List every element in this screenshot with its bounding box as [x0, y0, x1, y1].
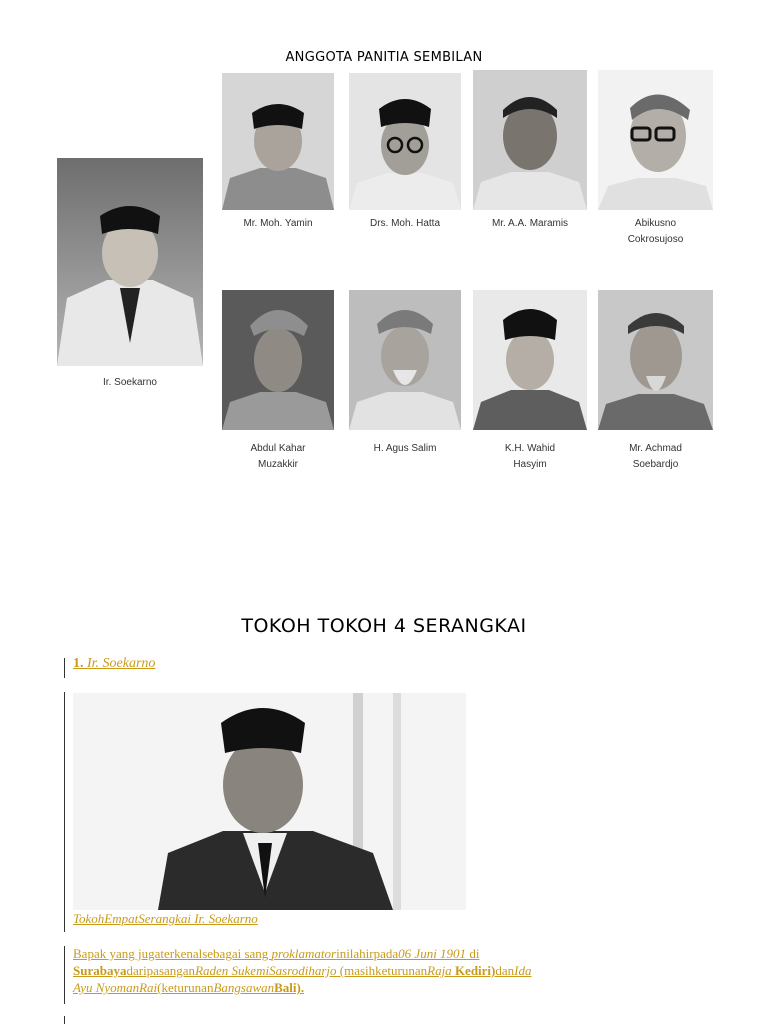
para-text: 06 Juni 1901	[398, 946, 467, 961]
portrait-soekarno	[57, 158, 203, 366]
paragraph-soekarno[interactable]	[73, 945, 673, 996]
para-text: Kediri)	[454, 963, 496, 978]
para-text: (keturunan	[157, 980, 214, 995]
photo-hatta	[349, 73, 461, 210]
portrait-soebardjo	[598, 290, 713, 430]
caption-abikusno-line1: Abikusno	[634, 218, 677, 229]
caption-muzakkir-line2: Muzakkir	[257, 459, 298, 470]
photo-caption-link[interactable]: TokohEmpatSerangkai Ir. Soekarno	[73, 911, 258, 926]
caption-maramis: Mr. A.A. Maramis	[491, 218, 569, 229]
photo-abikusno	[598, 70, 713, 210]
photo-yamin	[222, 73, 334, 210]
photo-soebardjo	[598, 290, 713, 430]
photo-agus-salim	[349, 290, 461, 430]
para-text: proklamator	[271, 946, 337, 961]
caption-muzakkir	[222, 441, 334, 473]
portrait-agus-salim	[349, 290, 461, 430]
section-heading-soekarno[interactable]	[73, 656, 155, 672]
para-text: Surabaya	[73, 963, 127, 978]
caption-soebardjo-line2: Soebardjo	[632, 459, 679, 470]
caption-soebardjo-line1: Mr. Achmad	[629, 443, 682, 454]
portrait-muzakkir	[222, 290, 334, 430]
portrait-abikusno	[598, 70, 713, 210]
caption-muzakkir-line1: Abdul Kahar	[250, 443, 306, 454]
para-text: SukemiSasrodiharjo	[231, 963, 337, 978]
para-text: Ayu NyomanRai	[73, 980, 158, 995]
portrait-maramis	[473, 70, 587, 210]
caption-yamin: Mr. Moh. Yamin	[243, 218, 313, 229]
margin-bar	[64, 1016, 65, 1024]
caption-hatta: Drs. Moh. Hatta	[369, 218, 441, 229]
caption-wahid-hasyim-line2: Hasyim	[513, 459, 547, 470]
section-heading-number: 1.	[73, 656, 84, 671]
para-text: di	[466, 946, 480, 961]
section-title: TOKOH TOKOH 4 SERANGKAI	[241, 615, 527, 637]
para-text: Ida	[514, 963, 532, 978]
para-text: Bapak yang jugaterkenalsebagai sang	[73, 946, 272, 961]
photo-wahid-hasyim	[473, 290, 587, 430]
portrait-yamin	[222, 73, 334, 210]
portrait-soekarno-large	[73, 693, 466, 910]
photo-soekarno	[57, 158, 203, 366]
page-title: ANGGOTA PANITIA SEMBILAN	[285, 50, 483, 65]
caption-abikusno	[598, 216, 713, 248]
margin-bar	[64, 946, 65, 1004]
caption-wahid-hasyim	[473, 441, 587, 473]
para-text: Raden	[195, 963, 229, 978]
photo-soekarno-large	[73, 693, 466, 910]
photo-maramis	[473, 70, 587, 210]
caption-abikusno-line2: Cokrosujoso	[627, 234, 684, 245]
para-text: Bangsawan	[213, 980, 275, 995]
para-text: (masihketurunan	[336, 963, 428, 978]
photo-muzakkir	[222, 290, 334, 430]
caption-wahid-hasyim-line1: K.H. Wahid	[504, 443, 556, 454]
margin-bar	[64, 692, 65, 932]
para-text: Raja	[427, 963, 452, 978]
portrait-wahid-hasyim	[473, 290, 587, 430]
margin-bar	[64, 658, 65, 678]
caption-soekarno: Ir. Soekarno	[103, 377, 157, 388]
para-text: Bali).	[274, 980, 305, 995]
caption-agus-salim: H. Agus Salim	[373, 443, 437, 454]
section-heading-name: Ir. Soekarno	[87, 656, 156, 671]
caption-soebardjo	[598, 441, 713, 473]
para-text: inilahirpada	[336, 946, 399, 961]
para-text: dan	[495, 963, 515, 978]
portrait-hatta	[349, 73, 461, 210]
para-text: daripasangan	[126, 963, 196, 978]
